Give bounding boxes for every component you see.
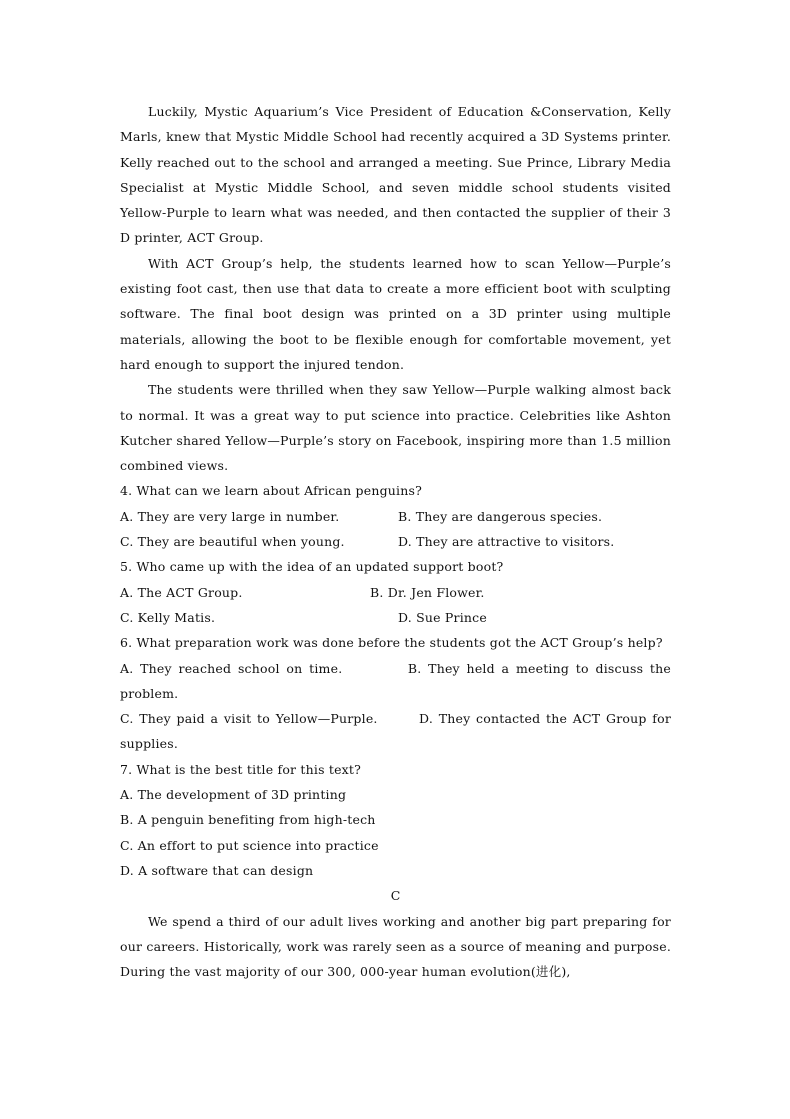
question-4-options-row-2 xyxy=(120,529,671,554)
question-5-option-a: A. The ACT Group. xyxy=(120,584,243,600)
question-6-options-cd xyxy=(120,706,671,757)
question-6-options-ab xyxy=(120,656,671,707)
question-7-option-d: D. A software that can design xyxy=(120,862,314,878)
document-page xyxy=(120,99,671,984)
question-4-option-b: B. They are dangerous species. xyxy=(398,508,603,524)
question-7-option-b: B. A penguin benefiting from high-tech xyxy=(120,812,376,828)
question-5-option-c: C. Kelly Matis. xyxy=(120,609,216,625)
question-7-option-a: A. The development of 3D printing xyxy=(120,787,347,803)
question-5-option-b: B. Dr. Jen Flower. xyxy=(370,584,485,600)
question-6-option-b: B. They held a meeting to discuss the problem. xyxy=(120,660,672,701)
question-5-options-row-1 xyxy=(120,580,671,605)
question-6-option-d: D. They contacted the ACT Group for supplies. xyxy=(120,711,672,752)
passage-c-paragraph: We spend a third of our adult lives working and another big part preparing for our careers. Historically, work was rarely seen as a source of meaning and purpose. During the vast majority of our 300, 000-year human evolution(进化), xyxy=(120,913,671,980)
question-6-option-c: C. They paid a visit to Yellow—Purple. xyxy=(120,711,378,727)
question-5-stem: 5. Who came up with the idea of an updated support boot? xyxy=(120,559,504,575)
question-4-option-d: D. They are attractive to visitors. xyxy=(398,534,615,550)
question-4-options-row-1 xyxy=(120,504,671,529)
question-7-option-c: C. An effort to put science into practice xyxy=(120,837,379,853)
question-4-option-a: A. They are very large in number. xyxy=(120,508,340,524)
passage-b-paragraph-3: The students were thrilled when they saw Yellow—Purple walking almost back to normal. It was a great way to put science into practice. Celebrities like Ashton Kutcher shared Yellow—Purple’s story on Facebook, inspiring more than 1.5 million combined views. xyxy=(120,382,671,474)
question-4-stem: 4. What can we learn about African penguins? xyxy=(120,483,423,499)
question-5-options-row-2 xyxy=(120,605,671,630)
passage-b-paragraph-2: With ACT Group’s help, the students learned how to scan Yellow—Purple’s existing foot cast, then use that data to create a more efficient boot with sculpting software. The final boot design was printed on a 3D printer using multiple materials, allowing the boot to be flexible enough for comfortable movement, yet hard enough to support the injured tendon. xyxy=(120,255,671,372)
question-7-stem: 7. What is the best title for this text? xyxy=(120,761,362,777)
question-6-stem: 6. What preparation work was done before the students got the ACT Group’s help? xyxy=(120,635,663,651)
question-6-option-a: A. They reached school on time. xyxy=(120,660,343,676)
question-4-option-c: C. They are beautiful when young. xyxy=(120,534,345,550)
passage-b-paragraph-1: Luckily, Mystic Aquarium’s Vice President of Education &Conservation, Kelly Marls, knew that Mystic Middle School had recently acquired a 3D Systems printer. Kelly reached out to the school and arranged a meeting. Sue Prince, Library Media Specialist at Mystic Middle School, and seven middle school students visited Yellow-Purple to learn what was needed, and then contacted the supplier of their 3 D printer, ACT Group. xyxy=(120,104,671,246)
question-5-option-d: D. Sue Prince xyxy=(398,609,487,625)
passage-c-heading: C xyxy=(390,888,401,904)
